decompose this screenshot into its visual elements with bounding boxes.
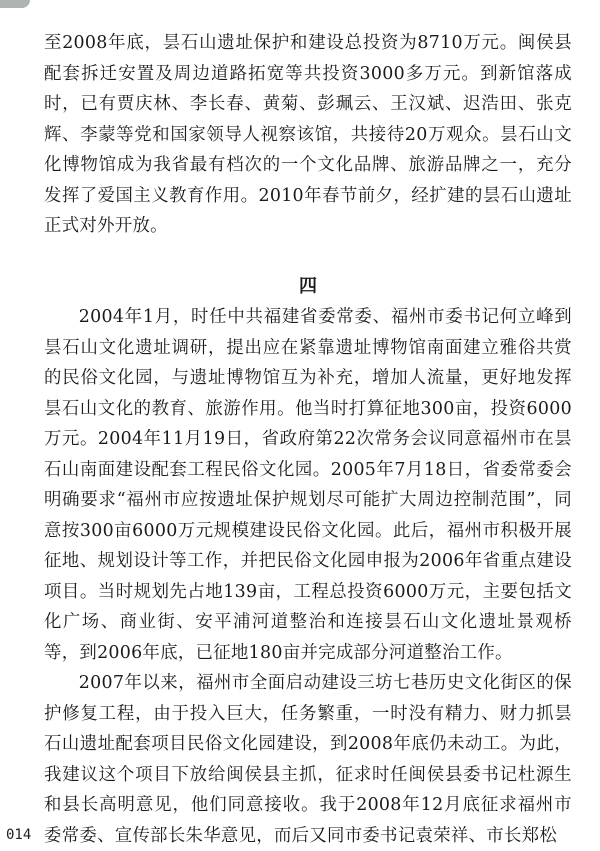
page-number: 014 [6, 827, 32, 843]
paragraph-3: 2007年以来，福州市全面启动建设三坊七巷历史文化街区的保护修复工程，由于投入巨大，任务繁重，一时没有精力、财力抓昙石山遗址配套项目民俗文化园建设，到2008年底仍未动工。为此，我建议这个项目下放给闽侯县主抓，征求时任闽侯县委书记杜源生和县长高明意见，他们同意接收。我于2008年12月底征求福州市委常委、宣传部长朱华意见，而后又同市委书记袁荣祥、市长郑松 [44, 673, 572, 846]
section-spacer [44, 242, 572, 272]
corner-scan-mark [0, 0, 30, 8]
document-body [44, 28, 572, 851]
paragraph-1: 至2008年底，昙石山遗址保护和建设总投资为8710万元。闽侯县配套拆迁安置及周边道路拓宽等共投资3000多万元。到新馆落成时，已有贾庆林、李长春、黄菊、彭珮云、王汉斌、迟浩田、张克辉、李蒙等党和国家领导人视察该馆，共接待20万观众。昙石山文化博物馆成为我省最有档次的一个文化品牌、旅游品牌之一，充分发挥了爱国主义教育作用。2010年春节前夕，经扩建的昙石山遗址正式对外开放。 [44, 33, 572, 236]
section-heading: 四 [299, 275, 317, 297]
paragraph-2: 2004年1月，时任中共福建省委常委、福州市委书记何立峰到昙石山文化遗址调研，提出应在紧靠遗址博物馆南面建立雅俗共赏的民俗文化园，与遗址博物馆互为补充，增加人流量，更好地发挥昙石山文化的教育、旅游作用。他当时打算征地300亩，投资6000万元。2004年11月19日，省政府第22次常务会议同意福州市在昙石山南面建设配套工程民俗文化园。2005年7月18日，省委常委会明确要求“福州市应按遗址保护规划尽可能扩大周边控制范围”，同意按300亩6000万元规模建设民俗文化园。此后，福州市积极开展征地、规划设计等工作，并把民俗文化园申报为2006年省重点建设项目。当时规划先占地139亩，工程总投资6000万元，主要包括文化广场、商业街、安平浦河道整治和连接昙石山文化遗址景观桥等，到2006年底，已征地180亩并完成部分河道整治工作。 [44, 307, 572, 663]
